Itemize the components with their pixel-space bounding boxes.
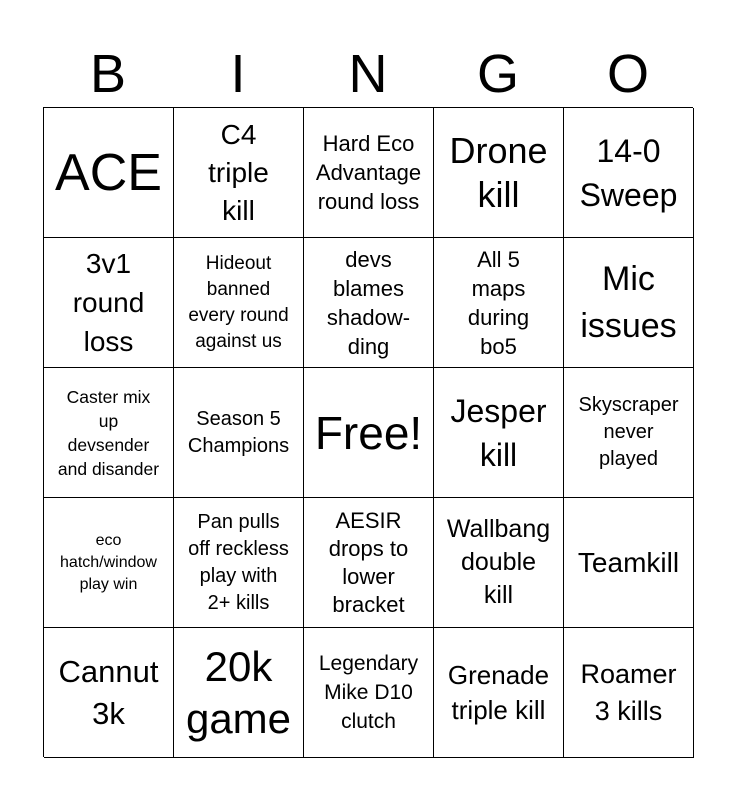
bingo-cell[interactable]	[174, 108, 304, 238]
cell-text: C4 triple kill	[208, 118, 269, 226]
cell-text: All 5 maps during bo5	[467, 246, 530, 359]
bingo-cell[interactable]	[44, 498, 174, 628]
cell-text: ACE	[55, 143, 162, 202]
bingo-cell[interactable]	[304, 238, 434, 368]
cell-text: Free!	[314, 406, 423, 459]
header-letter-b: B	[89, 44, 127, 104]
cell-text: eco hatch/window play win	[60, 531, 157, 593]
bingo-cell[interactable]	[564, 628, 694, 758]
bingo-cell[interactable]	[434, 628, 564, 758]
bingo-cell[interactable]	[44, 368, 174, 498]
bingo-header	[43, 40, 693, 108]
cell-text: Hard Eco Advantage round loss	[315, 131, 422, 214]
cell-text: Caster mix up devsender and disander	[57, 386, 160, 479]
free-space[interactable]	[304, 368, 434, 498]
cell-text: Season 5 Champions	[187, 407, 290, 457]
bingo-grid	[43, 107, 693, 757]
bingo-cell[interactable]	[564, 498, 694, 628]
bingo-cell[interactable]	[434, 108, 564, 238]
cell-text: AESIR drops to lower bracket	[328, 507, 409, 617]
cell-text: Hideout banned every round against us	[188, 252, 289, 352]
bingo-cell[interactable]	[434, 498, 564, 628]
cell-text: Pan pulls off reckless play with 2+ kills	[188, 510, 289, 614]
bingo-cell[interactable]	[174, 238, 304, 368]
cell-text: Legendary Mike D10 clutch	[318, 652, 419, 733]
header-letter-o: O	[606, 44, 649, 104]
header-letter-n: N	[348, 44, 388, 104]
cell-text: Skyscraper never played	[578, 394, 679, 470]
bingo-cell[interactable]	[174, 628, 304, 758]
bingo-cell[interactable]	[174, 368, 304, 498]
cell-text: Roamer 3 kills	[580, 658, 677, 726]
bingo-cell[interactable]	[174, 498, 304, 628]
bingo-cell[interactable]	[564, 368, 694, 498]
header-letter-g: G	[476, 44, 519, 104]
bingo-cell[interactable]	[434, 368, 564, 498]
cell-text: 3v1 round loss	[72, 248, 145, 357]
bingo-cell[interactable]	[564, 108, 694, 238]
cell-text: Wallbang double kill	[446, 515, 551, 609]
cell-text: devs blames shadow- ding	[326, 246, 411, 359]
cell-text: Cannut 3k	[58, 653, 159, 731]
bingo-cell[interactable]	[304, 628, 434, 758]
bingo-cell[interactable]	[434, 238, 564, 368]
bingo-cell[interactable]	[304, 108, 434, 238]
cell-text: Jesper kill	[450, 392, 547, 473]
cell-text: 14-0 Sweep	[579, 132, 678, 213]
cell-text: 20k game	[185, 642, 292, 742]
bingo-cell[interactable]	[44, 108, 174, 238]
cell-text: Teamkill	[577, 546, 680, 578]
bingo-cell[interactable]	[564, 238, 694, 368]
bingo-cell[interactable]	[304, 498, 434, 628]
bingo-cell[interactable]	[44, 628, 174, 758]
cell-text: Drone kill	[449, 129, 548, 215]
header-letter-i: I	[230, 44, 246, 104]
cell-text: Grenade triple kill	[447, 659, 550, 725]
cell-text: Mic issues	[580, 259, 677, 345]
bingo-cell[interactable]	[44, 238, 174, 368]
